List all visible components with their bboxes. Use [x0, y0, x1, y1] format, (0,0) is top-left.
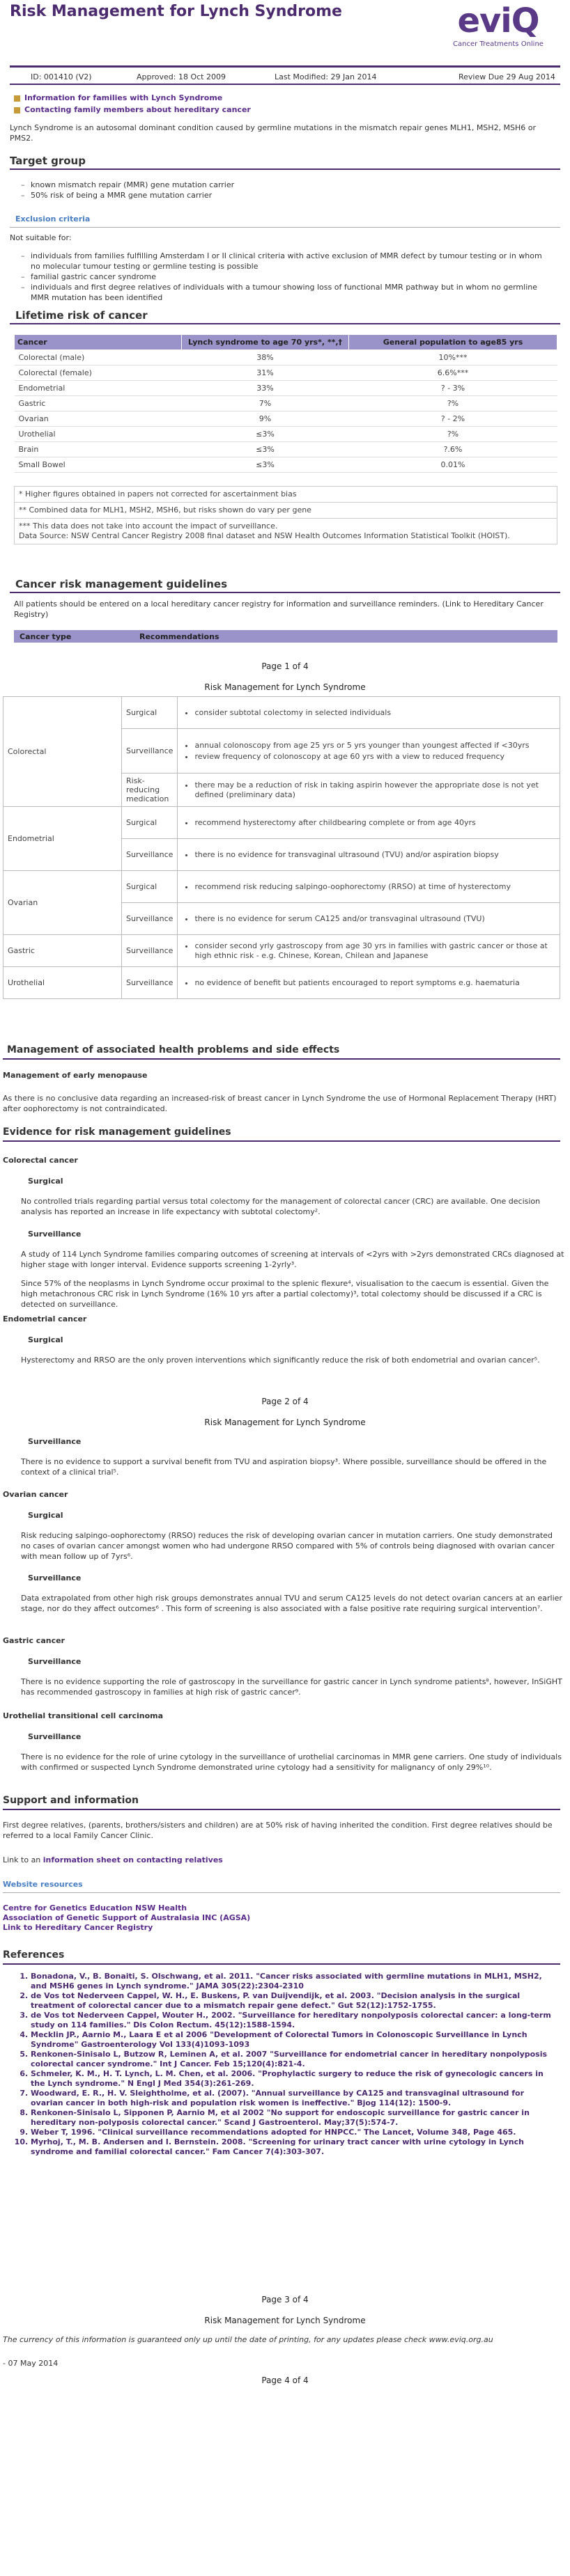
urothelial-surveillance-text: There is no evidence for the role of urine cytology in the surveillance of urothelial carcinomas in MMR gene carriers. One study of individuals with confirmed or suspected Lynch Syndrome demonstrated urine cytology had a sensitivity for malignancy of only 29%¹⁰.: [21, 1752, 562, 1772]
table-cell: Urothelial: [15, 427, 182, 442]
table-cell: 31%: [182, 366, 349, 381]
table-cell: Ovarian: [15, 411, 182, 427]
crc-surveillance-text-1: A study of 114 Lynch Syndrome families comparing outcomes of screening at intervals of <2yrs with >2yrs demonstrated CRCs diagnosed at higher stage with longer interval. Evidence supports screening 1-2yrly³.: [21, 1250, 564, 1269]
table-cell: ≤3%: [182, 457, 349, 473]
endo-surveillance-text: There is no evidence to support a survival benefit from TVU and aspiration biopsy³. Where possible, surveillance should be offered in the context of a clinical trial⁵.: [21, 1457, 547, 1477]
last-modified: Last Modified: 29 Jan 2014: [275, 72, 377, 81]
table-row: [3, 967, 560, 999]
website-resources-heading: Website resources: [3, 1880, 83, 1889]
list-item: • annual colonoscopy from age 25 yrs or 5 yrs younger than youngest affected if <30yrs: [194, 741, 555, 751]
surgical-heading: Surgical: [28, 1335, 63, 1344]
logo-subtitle: Cancer Treatments Online: [453, 40, 544, 48]
table-cell: Brain: [15, 442, 182, 457]
recommendation-cell: [178, 871, 560, 903]
table-cell: ≤3%: [182, 427, 349, 442]
gastric-surveillance-text: There is no evidence supporting the role of gastroscopy in the surveillance for gastric cancer in Lynch syndrome patients⁸, however, InSiGHT has recommended gastroscopy in families at high risk of gastric cancer⁹.: [21, 1677, 562, 1697]
document-icon: [14, 95, 20, 102]
cancer-type-cell: Endometrial: [3, 807, 122, 871]
support-link-line: Link to an information sheet on contacting relatives: [3, 1855, 223, 1864]
list-item: – individuals and first degree relatives of individuals with a tumour showing loss of functional MMR pathway but in whom no germline MMR mutation has been identified: [31, 282, 546, 303]
page-number: Page 3 of 4: [261, 2295, 309, 2304]
table-cell: ? - 3%: [349, 381, 557, 396]
list-item: – 50% risk of being a MMR gene mutation carrier: [31, 190, 560, 201]
table-cell: ? - 2%: [349, 411, 557, 427]
col-recommendations: Recommendations: [139, 632, 219, 641]
table-cell: Gastric: [15, 396, 182, 411]
cancer-type-cell: Ovarian: [3, 871, 122, 935]
list-item: – known mismatch repair (MMR) gene mutation carrier: [31, 180, 560, 190]
cancer-type-cell: Colorectal: [3, 697, 122, 807]
surveillance-heading: Surveillance: [28, 1437, 82, 1446]
table-cell: Endometrial: [15, 381, 182, 396]
table-cell: Colorectal (male): [15, 350, 182, 366]
reference-item[interactable]: 7. Woodward, E. R., H. V. Sleightholme, et al. (2007). "Annual surveillance by CA125 and transvaginal ultrasound for ovarian cancer in both high-risk and population risk women is ineffective." Bjog 114(12): 1500-9.: [31, 2089, 553, 2108]
table-row: [15, 396, 557, 411]
table-cell: ?%: [349, 396, 557, 411]
table-cell: 9%: [182, 411, 349, 427]
surveillance-heading: Surveillance: [28, 1230, 82, 1239]
list-item: – individuals from families fulfilling Amsterdam I or II clinical criteria with active exclusion of MMR defect by tumour testing or in whom no molecular tumour testing or germline testing is possible: [31, 251, 546, 272]
strategy-cell: Surgical: [122, 697, 178, 729]
strategy-cell: Surgical: [122, 807, 178, 839]
review-due: Review Due 29 Aug 2014: [459, 72, 555, 81]
table-cell: Colorectal (female): [15, 366, 182, 381]
recommendation-cell: [178, 967, 560, 999]
table-row: [3, 871, 560, 903]
col-cancer-type: Cancer type: [20, 632, 72, 641]
table-row: [3, 935, 560, 967]
reference-item[interactable]: 3. de Vos tot Nederveen Cappel, Wouter H., 2002. "Surveillance for hereditary nonpolyposis colorectal cancer: a long-term study on 114 families." Dis Colon Rectum. 45(12):1588-1594.: [31, 2011, 553, 2030]
running-title: Risk Management for Lynch Syndrome: [204, 2316, 366, 2325]
surveillance-heading: Surveillance: [28, 1657, 82, 1666]
guidelines-heading: Cancer risk management guidelines: [15, 578, 228, 590]
reference-item[interactable]: 1. Bonadona, V., B. Bonaiti, S. Olschwang, et al. 2011. "Cancer risks associated with germline mutations in MLH1, MSH2, and MSH6 genes in Lynch syndrome." JAMA 305(22):2304-2310: [31, 1972, 553, 1991]
list-item: • no evidence of benefit but patients encouraged to report symptoms e.g. haematuria: [194, 978, 555, 988]
recommendation-cell: [178, 773, 560, 807]
approved-date: Approved: 18 Oct 2009: [137, 72, 226, 81]
reference-item[interactable]: 2. de Vos tot Nederveen Cappel, W. H., E. Buskens, P. van Duijvendijk, et al. 2003. "Decision analysis in the surgical treatment of colorectal cancer due to a mismatch repair gene defect." Gut 52(12):1752-1755.: [31, 1991, 553, 2011]
strategy-cell: Surveillance: [122, 935, 178, 967]
table-cell: 10%***: [349, 350, 557, 366]
risk-notes: [14, 486, 557, 544]
list-item: • consider second yrly gastroscopy from age 30 yrs in families with gastric cancer or those at high ethnic risk - e.g. Chinese, Korean, Chilean and Japanese: [194, 941, 555, 961]
list-item: • there may be a reduction of risk in taking aspirin however the appropriate dose is not yet defined (preliminary data): [194, 780, 555, 800]
assoc-text: As there is no conclusive data regarding an increased-risk of breast cancer in Lynch Syndrome the use of Hormonal Replacement Therapy (HRT) after oophorectomy is not contraindicated.: [3, 1094, 557, 1113]
endometrial-heading: Endometrial cancer: [3, 1314, 87, 1324]
strategy-cell: Risk-reducing medication: [122, 773, 178, 807]
link-hereditary-registry[interactable]: Link to Hereditary Cancer Registry: [3, 1923, 153, 1932]
colorectal-heading: Colorectal cancer: [3, 1156, 78, 1165]
lifetime-risk-heading: Lifetime risk of cancer: [15, 309, 148, 322]
reference-item[interactable]: 4. Mecklin JP., Aarnio M., Laara E et al 2006 "Development of Colorectal Tumors in Colonoscopic Surveillance in Lynch Syndrome" Gastroenterology Vol 133(4)1093-1093: [31, 2030, 553, 2050]
support-heading: Support and information: [3, 1795, 139, 1806]
not-suitable-label: Not suitable for:: [10, 233, 72, 242]
table-cell: 38%: [182, 350, 349, 366]
gastric-heading: Gastric cancer: [3, 1636, 65, 1645]
print-date: - 07 May 2014: [3, 2359, 59, 2368]
strategy-cell: Surveillance: [122, 903, 178, 935]
reference-item[interactable]: 9. Weber T, 1996. "Clinical surveillance recommendations adopted for HNPCC." The Lancet, Volume 348, Page 465.: [31, 2128, 553, 2137]
reference-item[interactable]: 6. Schmeler, K. M., H. T. Lynch, L. M. Chen, et al. 2006. "Prophylactic surgery to reduce the risk of gynecologic cancers in the Lynch syndrome." N Engl J Med 354(3):261-269.: [31, 2069, 553, 2089]
list-item: • recommend hysterectomy after childbearing complete or from age 40yrs: [194, 818, 555, 828]
recommendation-cell: [178, 697, 560, 729]
link-genetics-education[interactable]: Centre for Genetics Education NSW Health: [3, 1903, 187, 1913]
recommendation-cell: [178, 807, 560, 839]
document-icon: [14, 107, 20, 113]
table-cell: 33%: [182, 381, 349, 396]
surveillance-heading: Surveillance: [28, 1573, 82, 1582]
guidelines-table-header: [14, 630, 557, 643]
table-row: [15, 350, 557, 366]
exclusion-heading: Exclusion criteria: [15, 214, 91, 223]
page-title: Risk Management for Lynch Syndrome: [10, 3, 342, 20]
target-group-heading: Target group: [10, 155, 86, 167]
strategy-cell: Surgical: [122, 871, 178, 903]
reference-item[interactable]: 10. Myrhoj, T., M. B. Andersen and I. Bernstein. 2008. "Screening for urinary tract cancer with urine cytology in Lynch syndrome and familial colorectal cancer." Fam Cancer 7(4):303-307.: [31, 2137, 553, 2157]
references-heading: References: [3, 1949, 65, 1961]
crc-surgical-text: No controlled trials regarding partial versus total colectomy for the management of colorectal cancer (CRC) are available. One decision analysis has reported an increase in life expectancy with subtotal colectomy².: [21, 1197, 541, 1216]
table-cell: 6.6%***: [349, 366, 557, 381]
ovarian-surveillance-text: Data extrapolated from other high risk groups demonstrates annual TVU and serum CA125 levels do not detect ovarian cancers at an earlier stage, nor do they affect outcomes⁶ . This form of screening is also associated with a false positive rate requiring surgical intervention⁷.: [21, 1594, 562, 1613]
strategy-cell: Surveillance: [122, 967, 178, 999]
link-family-info[interactable]: Information for families with Lynch Syndrome: [14, 93, 222, 102]
list-item: • there is no evidence for serum CA125 and/or transvaginal ultrasound (TVU): [194, 914, 555, 924]
running-title: Risk Management for Lynch Syndrome: [204, 682, 366, 692]
recommendation-cell: [178, 839, 560, 871]
strategy-cell: Surveillance: [122, 729, 178, 773]
doc-id: ID: 001410 (V2): [31, 72, 92, 81]
list-item: • review frequency of colonoscopy at age 60 yrs with a view to reduced frequency: [194, 752, 555, 762]
ovarian-heading: Ovarian cancer: [3, 1490, 68, 1499]
page-number: Page 4 of 4: [261, 2375, 309, 2385]
note: * Higher figures obtained in papers not corrected for ascertainment bias: [15, 487, 557, 503]
references-list: [3, 1972, 553, 2157]
lifetime-risk-table: [14, 334, 557, 473]
table-cell: ?.6%: [349, 442, 557, 457]
list-item: • there is no evidence for transvaginal ultrasound (TVU) and/or aspiration biopsy: [194, 850, 555, 860]
cancer-type-cell: Gastric: [3, 935, 122, 967]
table-row: [15, 366, 557, 381]
assoc-subheading: Management of early menopause: [3, 1071, 148, 1080]
col-cancer: Cancer: [15, 335, 182, 350]
reference-item[interactable]: 5. Renkonen-Sinisalo L, Butzow R, Leminen A, et al. 2007 "Surveillance for endometrial cancer in hereditary nonpolyposis colorectal cancer syndrome." Int J Cancer. Feb 15;120(4):821-4.: [31, 2050, 553, 2069]
table-row: [3, 807, 560, 839]
endo-surgical-text: Hysterectomy and RRSO are the only proven interventions which significantly reduce the risk of both endometrial and ovarian cancer⁵.: [21, 1356, 540, 1365]
recommendation-cell: [178, 729, 560, 773]
table-row: [15, 457, 557, 473]
intro-text: Lynch Syndrome is an autosomal dominant condition caused by germline mutations in the mismatch repair genes MLH1, MSH2, MSH6 or PMS2.: [10, 123, 537, 143]
page-number: Page 2 of 4: [261, 1397, 309, 1406]
recommendation-cell: [178, 935, 560, 967]
strategy-cell: Surveillance: [122, 839, 178, 871]
page-number: Page 1 of 4: [261, 661, 309, 671]
list-item: • recommend risk reducing salpingo-oophorectomy (RRSO) at time of hysterectomy: [194, 882, 555, 892]
reference-item[interactable]: 8. Renkonen-Sinisalo L, Sipponen P, Aarnio M, et al 2002 "No support for endoscopic surveillance for gastric cancer in hereditary non-polyposis colorectal cancer." Scand J Gastroenterol. May;37(5):574-7.: [31, 2108, 553, 2128]
crc-surveillance-text-2: Since 57% of the neoplasms in Lynch Syndrome occur proximal to the splenic flexure⁴, visualisation to the caecum is essential. Given the high metachronous CRC risk in Lynch Syndrome (16% 10 yrs after a partial colectomy)³, total colectomy should be discussed if a CRC is detected on surveillance.: [21, 1279, 549, 1309]
surgical-heading: Surgical: [28, 1177, 63, 1186]
recommendation-cell: [178, 903, 560, 935]
table-cell: 0.01%: [349, 457, 557, 473]
table-cell: ?%: [349, 427, 557, 442]
exclusion-list: [10, 251, 546, 303]
note: ** Combined data for MLH1, MSH2, MSH6, but risks shown do vary per gene: [15, 503, 557, 519]
eviq-logo: [432, 1, 564, 64]
assoc-heading: Management of associated health problems and side effects: [7, 1044, 340, 1055]
table-row: [15, 381, 557, 396]
table-row: [15, 442, 557, 457]
ovarian-surgical-text: Risk reducing salpingo-oophorectomy (RRSO) reduces the risk of developing ovarian cancer in mutation carriers. One study demonstrated no cases of ovarian cancer amongst women who had undergone RRSO compared with 5% of controls being diagnosed with ovarian cancer with mean follow up of 7yrs⁶.: [21, 1531, 555, 1561]
table-row: [3, 697, 560, 729]
table-row: [15, 411, 557, 427]
target-list: [10, 180, 560, 201]
surveillance-heading: Surveillance: [28, 1732, 82, 1741]
table-row: [15, 427, 557, 442]
table-cell: 7%: [182, 396, 349, 411]
list-item: – familial gastric cancer syndrome: [31, 272, 546, 282]
col-lynch: Lynch syndrome to age 70 yrs*, **,†: [182, 335, 349, 350]
running-title: Risk Management for Lynch Syndrome: [204, 1417, 366, 1427]
col-general: General population to age85 yrs: [349, 335, 557, 350]
urothelial-heading: Urothelial transitional cell carcinoma: [3, 1711, 164, 1720]
cancer-type-cell: Urothelial: [3, 967, 122, 999]
table-cell: Small Bowel: [15, 457, 182, 473]
link-contacting-family[interactable]: Contacting family members about hereditary cancer: [14, 105, 251, 114]
evidence-heading: Evidence for risk management guidelines: [3, 1126, 231, 1138]
contacting-relatives-link[interactable]: information sheet on contacting relatives: [43, 1855, 223, 1864]
currency-note: The currency of this information is guaranteed only up until the date of printing, for any updates please check www.eviq.org.au: [3, 2335, 493, 2344]
logo-text: eviQ: [457, 1, 539, 40]
support-text: First degree relatives, (parents, brothers/sisters and children) are at 50% risk of having inherited the condition. First degree relatives should be referred to a local Family Cancer Clinic.: [3, 1821, 553, 1840]
list-item: • consider subtotal colectomy in selected individuals: [194, 708, 555, 718]
management-table: [3, 696, 560, 999]
link-agsa[interactable]: Association of Genetic Support of Australasia INC (AGSA): [3, 1913, 251, 1922]
surgical-heading: Surgical: [28, 1511, 63, 1520]
guidelines-intro: All patients should be entered on a local hereditary cancer registry for information and surveillance reminders. (Link to Hereditary Cancer Registry): [14, 599, 544, 619]
table-cell: ≤3%: [182, 442, 349, 457]
note: *** This data does not take into account the impact of surveillance. Data Source: NSW Central Cancer Registry 2008 final dataset and NSW Health Outcomes Information Statistical Toolkit (HOIST).: [19, 521, 510, 540]
